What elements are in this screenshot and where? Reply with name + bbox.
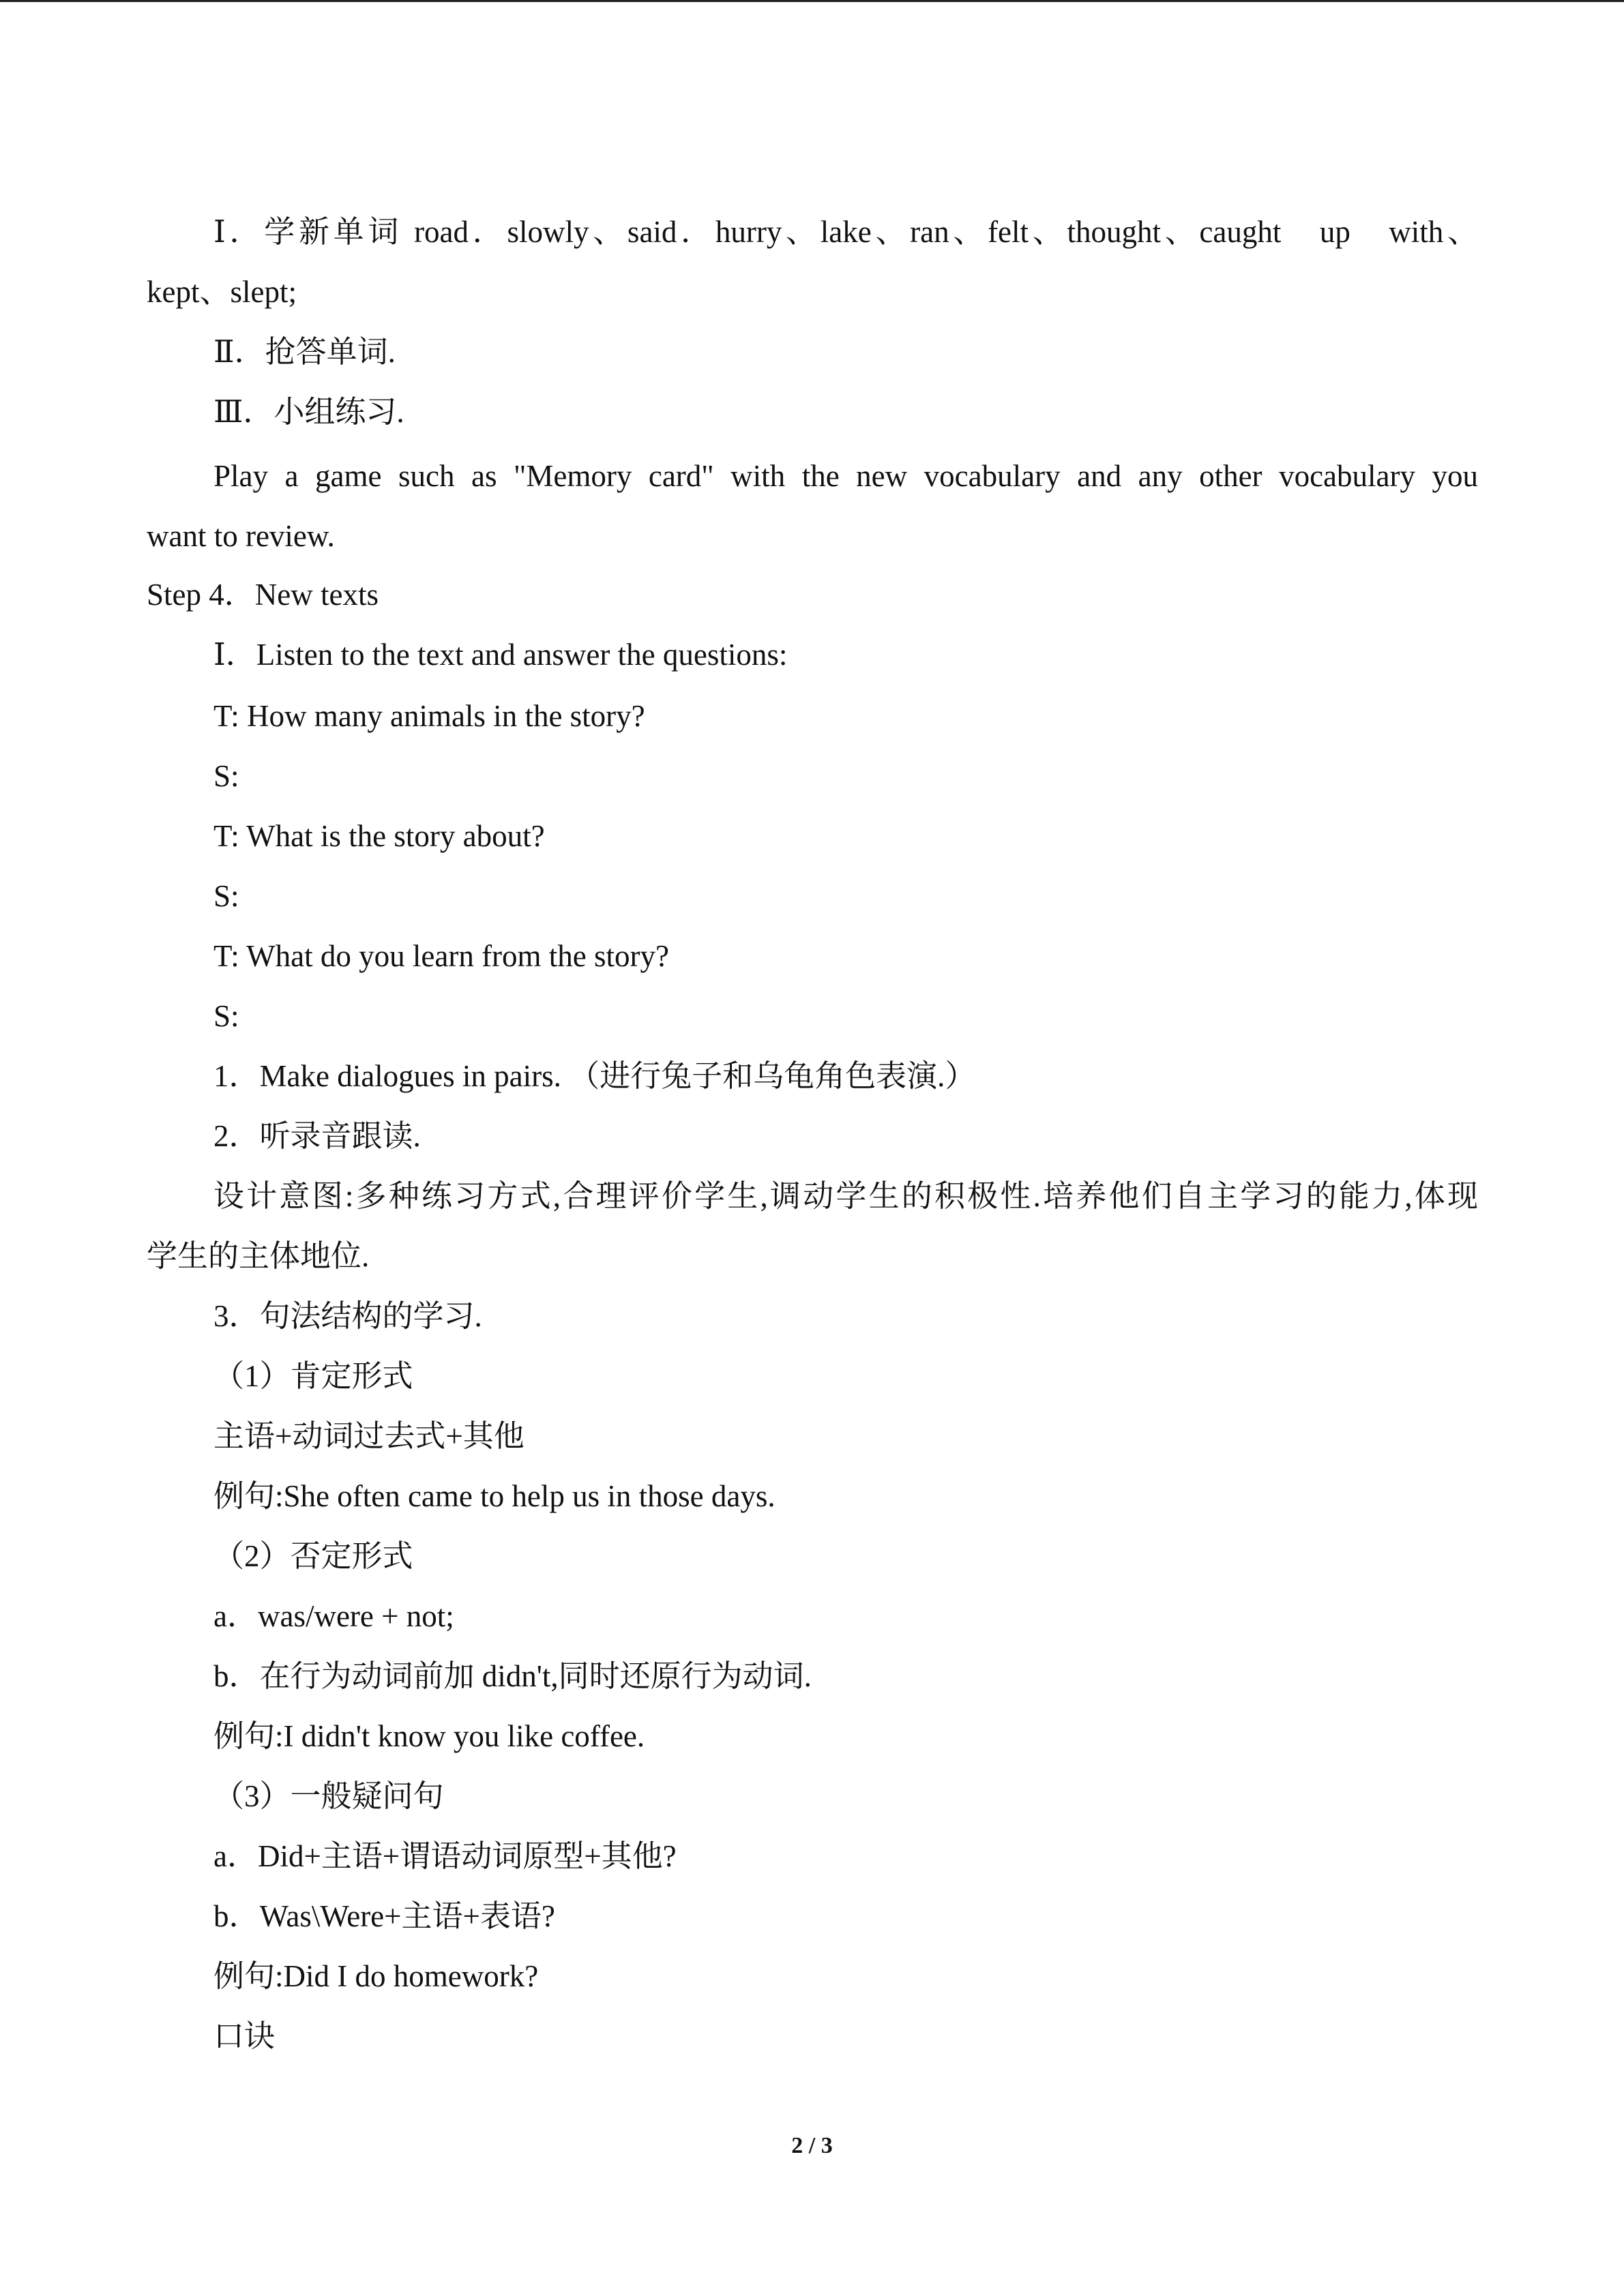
affirmative-example: 例句:She often came to help us in those days. [213,1479,776,1513]
affirmative-heading: （1）肯定形式 [213,1359,413,1393]
quick-answer-line: Ⅱ．抢答单词. [213,335,396,369]
question-example: 例句:Did I do homework? [213,1959,539,1993]
question-3: T: What do you learn from the story? [213,939,669,973]
group-practice-line: Ⅲ．小组练习. [213,395,404,429]
page-number: 2 / 3 [791,2133,833,2158]
question-rule-b: b．Was\Were+主语+表语? [213,1899,555,1933]
question-1: T: How many animals in the story? [213,699,645,733]
game-line-1: Play a game such as "Memory card" with the new vocabulary and any other vocabulary you [213,459,1478,493]
design-intent-line-1: 设计意图:多种练习方式,合理评价学生,调动学生的积极性.培养他们自主学习的能力,体现 [213,1179,1478,1213]
question-rule-a: a．Did+主语+谓语动词原型+其他? [213,1839,677,1873]
answer-3: S: [213,999,239,1033]
vocab-line-2: kept、slept; [147,275,297,309]
question-2: T: What is the story about? [213,819,545,853]
top-border [0,0,1624,2]
listen-read-item: 2．听录音跟读. [213,1119,421,1153]
answer-1: S: [213,759,239,793]
listen-instruction: Ⅰ．Listen to the text and answer the questions: [213,638,788,672]
step-heading: Step 4．New texts [147,578,379,612]
dialogue-item: 1．Make dialogues in pairs. （进行兔子和乌龟角色表演.） [213,1059,976,1093]
game-line-2: want to review. [147,519,335,553]
negative-heading: （2）否定形式 [213,1539,413,1573]
answer-2: S: [213,879,239,913]
syntax-item: 3．句法结构的学习. [213,1299,482,1333]
affirmative-formula: 主语+动词过去式+其他 [213,1419,525,1453]
negative-example: 例句:I didn't know you like coffee. [213,1719,645,1753]
question-form-heading: （3）一般疑问句 [213,1779,444,1813]
vocab-line-1: Ⅰ．学新单词 road．slowly、said．hurry、lake、ran、felt、thought、caught up with、 [213,215,1478,249]
design-intent-line-2: 学生的主体地位. [147,1239,370,1273]
mnemonic-heading: 口诀 [213,2019,276,2053]
negative-rule-a: a．was/were + not; [213,1599,454,1633]
negative-rule-b: b．在行为动词前加 didn't,同时还原行为动词. [213,1659,812,1693]
